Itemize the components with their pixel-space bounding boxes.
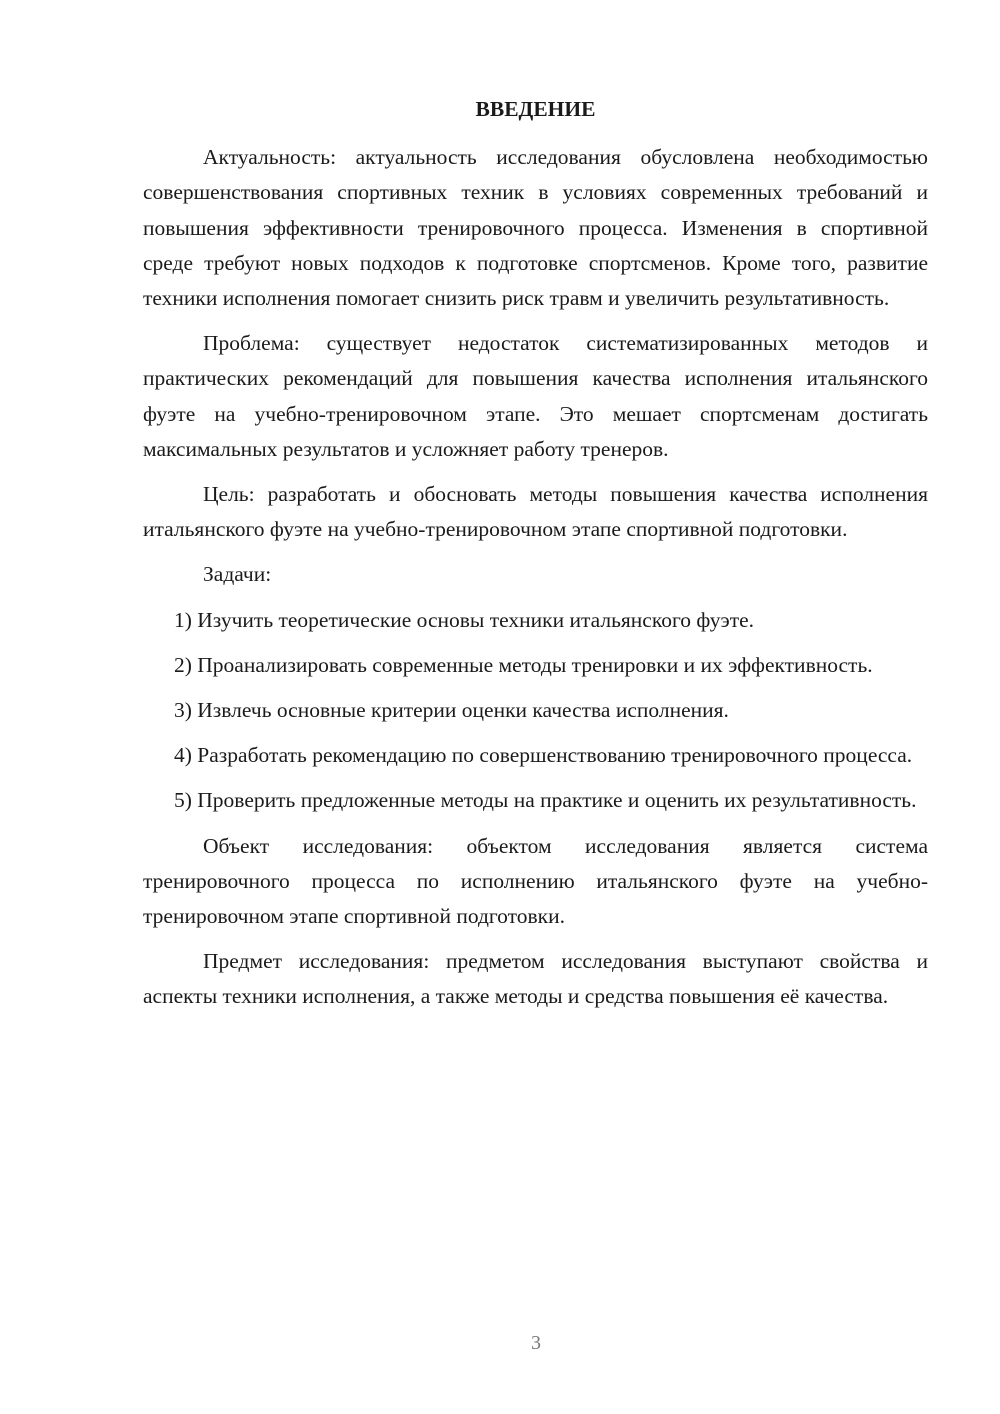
task-item-3: 3) Извлечь основные критерии оценки качества исполнения.: [174, 698, 729, 723]
task-item-1: 1) Изучить теоретические основы техники итальянского фуэте.: [174, 607, 755, 632]
goal-paragraph: Цель: разработать и обосновать методы повышения качества исполнения итальянского фуэте на учебно-тренировочном этапе спортивной подготовки.: [143, 482, 928, 542]
problem-paragraph: Проблема: существует недостаток систематизированных методов и практических рекомендаций для повышения качества исполнения итальянского фуэте на учебно-тренировочном этапе. Это мешает спортсменам достигать максимальных результатов и усложняет работу тренеров.: [143, 331, 928, 461]
task-item-5: 5) Проверить предложенные методы на практике и оценить их результативность.: [174, 788, 917, 813]
section-title: ВВЕДЕНИЕ: [475, 97, 596, 121]
subject-paragraph: Предмет исследования: предметом исследования выступают свойства и аспекты техники исполнения, а также методы и средства повышения её качества.: [143, 949, 928, 1009]
page-number: 3: [531, 1332, 541, 1354]
tasks-heading: Задачи:: [203, 562, 272, 587]
relevance-paragraph: Актуальность: актуальность исследования обусловлена необходимостью совершенствования спортивных техник в условиях современных требований и повышения эффективности тренировочного процесса. Изменения в спортивной среде требуют новых подходов к подготовке спортсменов. Кроме того, развитие техники исполнения помогает снизить риск травм и увеличить результативность.: [143, 145, 928, 311]
task-item-4: 4) Разработать рекомендацию по совершенствованию тренировочного процесса.: [174, 743, 913, 768]
document-body: [143, 92, 928, 1025]
task-item-2: 2) Проанализировать современные методы тренировки и их эффективность.: [174, 652, 873, 677]
object-paragraph: Объект исследования: объектом исследования является система тренировочного процесса по исполнению итальянского фуэте на учебно-тренировочном этапе спортивной подготовки.: [143, 833, 928, 929]
